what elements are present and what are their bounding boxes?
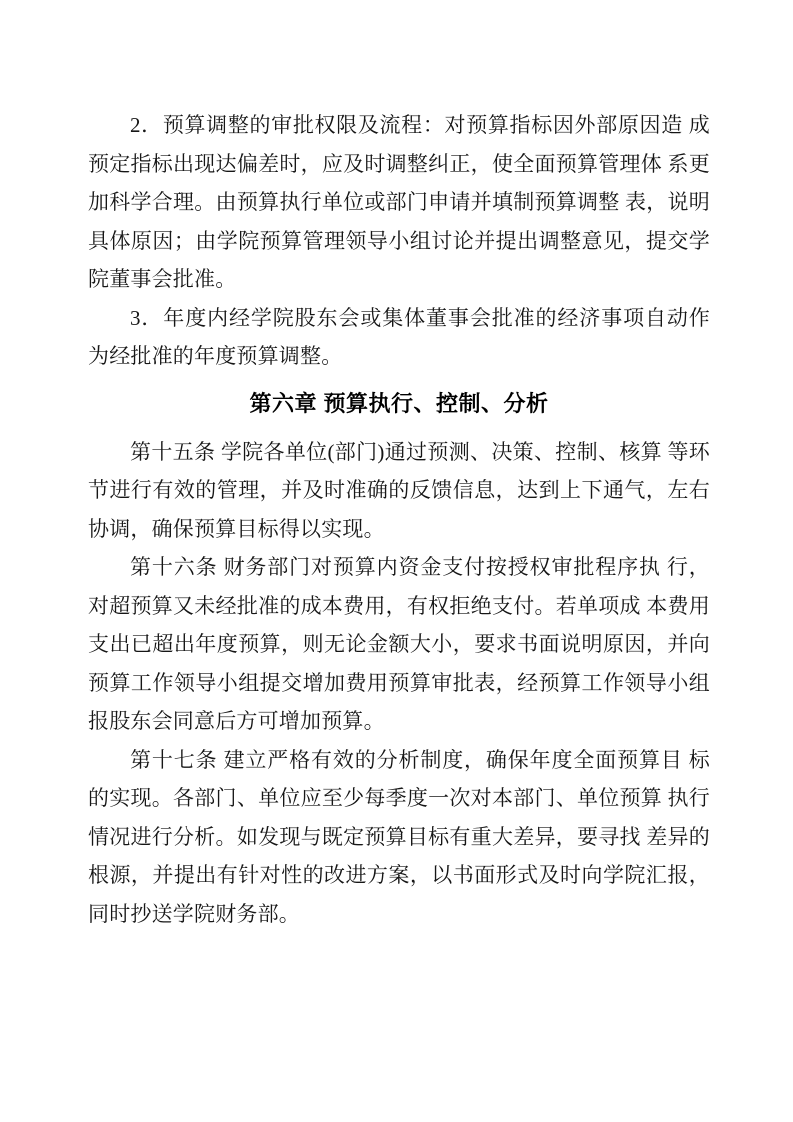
chapter-six-heading: 第六章 预算执行、控制、分析 (249, 390, 549, 416)
paragraph-article-16: 第十六条 财务部门对预算内资金支付按授权审批程序执 行，对超预算又未经批准的成本费用，有权拒绝支付。若单项成 本费用支出已超出年度预算，则无论金额大小，要求书面说明原因，并向预算工作领导小组提交增加费用预算审批表，经预算工作领导小组报股东会同意后方可增加预算。 (88, 555, 710, 733)
paragraph-budget-adjustment-approval-process: 2．预算调整的审批权限及流程：对预算指标因外部原因造 成预定指标出现达偏差时，应及时调整纠正，使全面预算管理体 系更加科学合理。由预算执行单位或部门申请并填制预算调整 表，说明具体原因；由学院预算管理领导小组讨论并提出调整意见，提交学院董事会批准。 (88, 113, 710, 291)
paragraph-article-17: 第十七条 建立严格有效的分析制度，确保年度全面预算目 标的实现。各部门、单位应至少每季度一次对本部门、单位预算 执行情况进行分析。如发现与既定预算目标有重大差异，要寻找 差异的根源，并提出有针对性的改进方案，以书面形式及时向学院汇报，同时抄送学院财务部。 (88, 747, 710, 926)
paragraph-annual-auto-approved-adjustment: 3．年度内经学院股东会或集体董事会批准的经济事项自动作为经批准的年度预算调整。 (88, 305, 710, 368)
paragraph-article-15: 第十五条 学院各单位(部门)通过预测、决策、控制、核算 等环节进行有效的管理，并及时准确的反馈信息，达到上下通气，左右协调，确保预算目标得以实现。 (88, 439, 710, 541)
